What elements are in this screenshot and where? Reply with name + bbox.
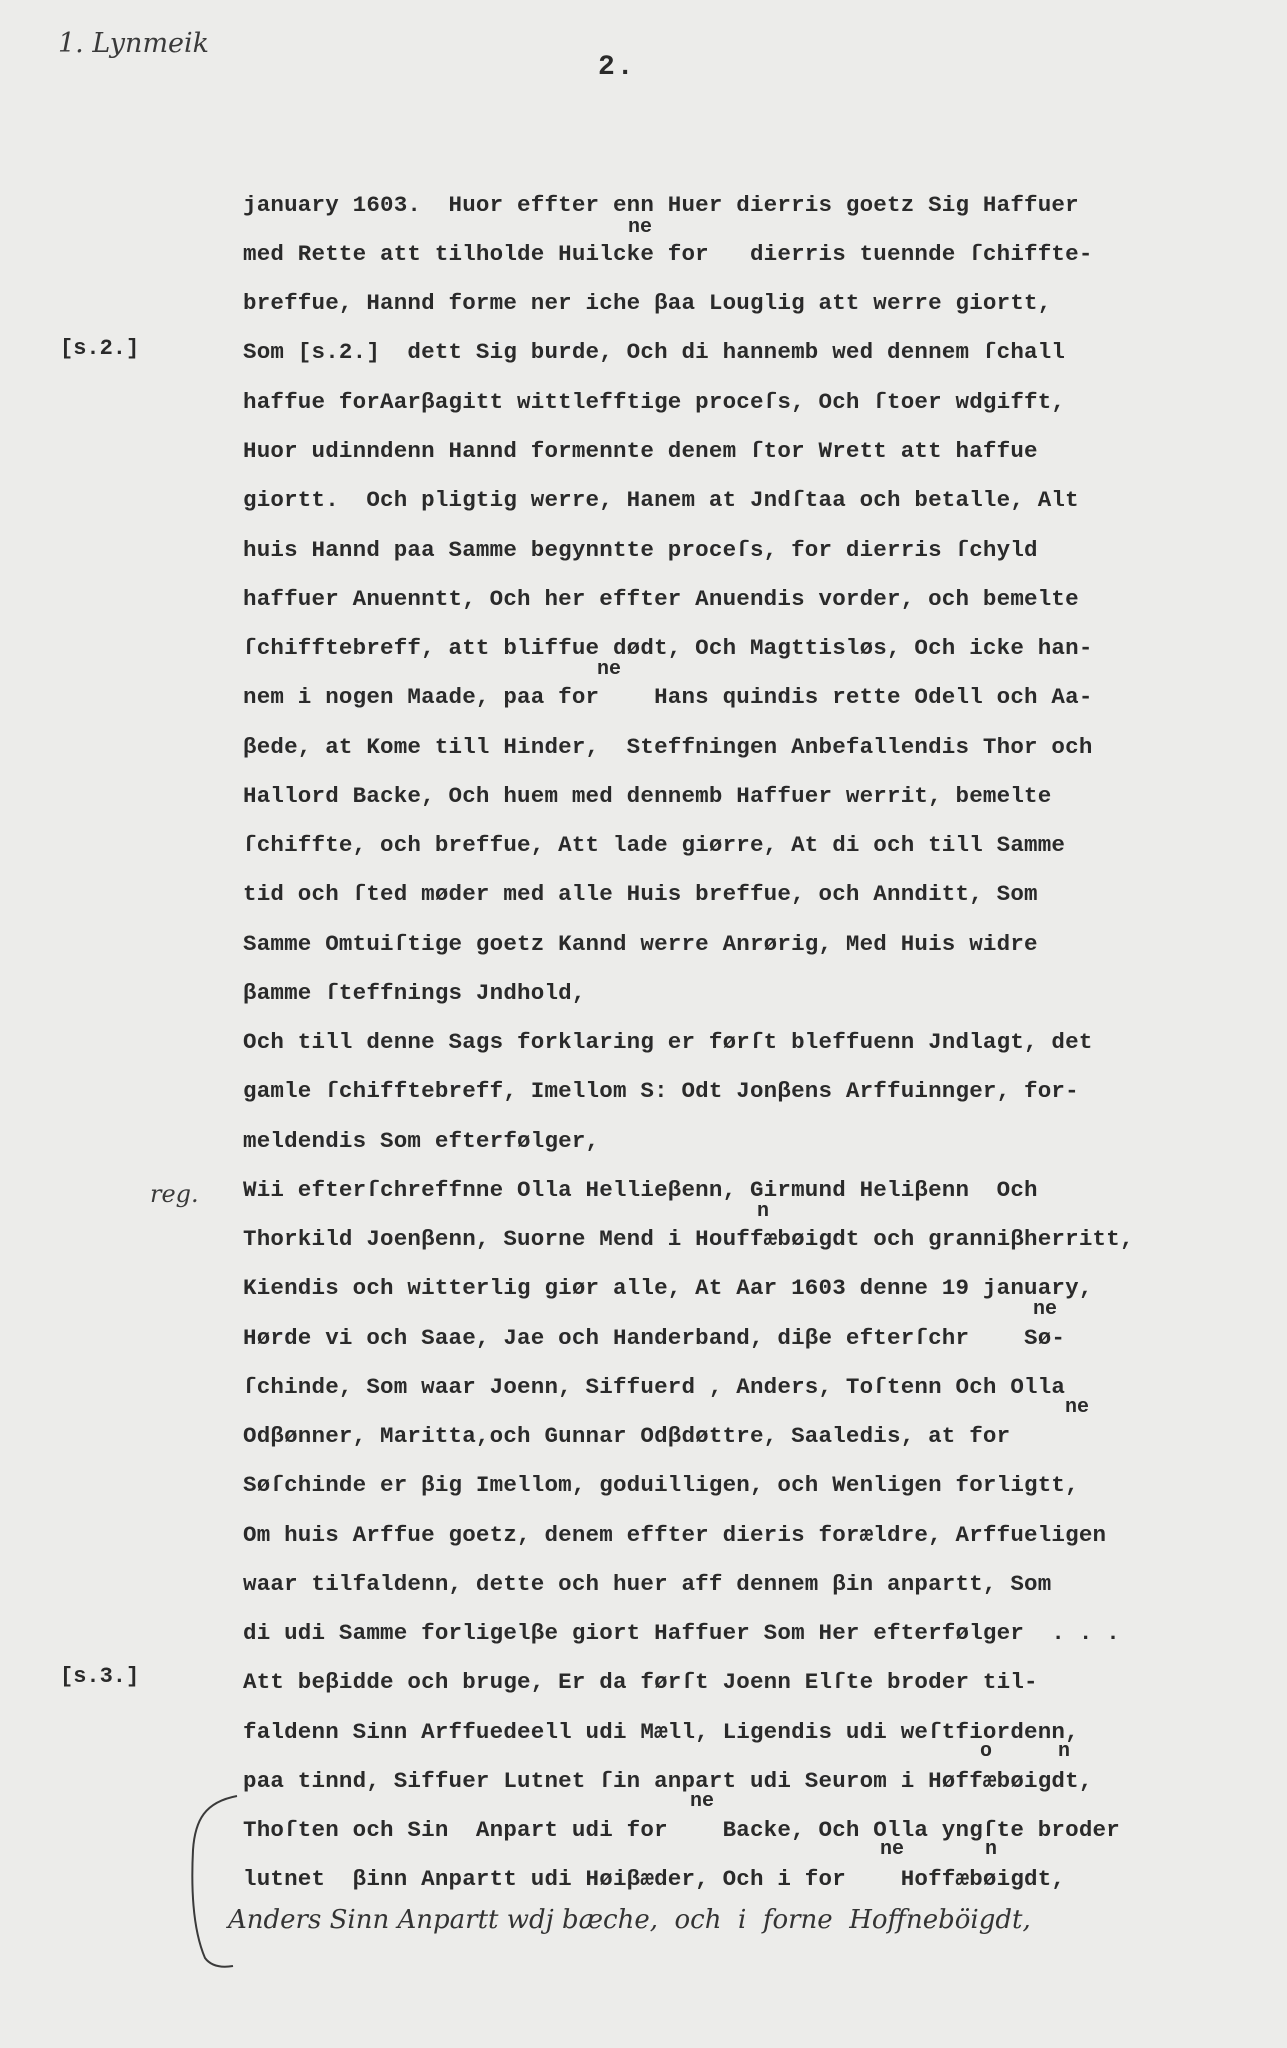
- text-line: ſchifftebreff, att bliffue dødt, Och Magttisløs, Och icke han-: [243, 635, 1093, 661]
- margin-note-s2: [s.2.]: [60, 336, 140, 361]
- text-line: faldenn Sinn Arffuedeell udi Mæll, Ligendis udi weſtfiordenn,: [243, 1719, 1079, 1745]
- text-line: di udi Samme forligelβe giort Haffuer Som Her efterfølger . . .: [243, 1620, 1120, 1646]
- text-line: waar tilfaldenn, dette och huer aff dennem βin anpartt, Som: [243, 1571, 1052, 1597]
- text-line: ſchiffte, och breffue, Att lade giørre, At di och till Samme: [243, 832, 1066, 858]
- text-line: med Rette att tilholde Huilcke for dierris tuennde ſchiffte-: [243, 241, 1093, 267]
- text-line: Hallord Backe, Och huem med dennemb Haffuer werrit, bemelte: [243, 783, 1052, 809]
- text-line: Om huis Arffue goetz, denem effter dieris forældre, Arffueligen: [243, 1522, 1107, 1548]
- margin-note-reg: reg.: [150, 1180, 199, 1208]
- text-line: haffuer Anuenntt, Och her effter Anuendis vorder, och bemelte: [243, 586, 1079, 612]
- text-line: Huor udinndenn Hannd formennte denem ſtor Wrett att haffue: [243, 438, 1038, 464]
- text-line: Søſchinde er βig Imellom, goduilligen, och Wenligen forligtt,: [243, 1472, 1079, 1498]
- text-line: nem i nogen Maade, paa for Hans quindis rette Odell och Aa-: [243, 684, 1093, 710]
- text-line: gamle ſchifftebreff, Imellom S: Odt Jonβens Arffuinnger, for-: [243, 1078, 1079, 1104]
- text-line: Thoſten och Sin Anpart udi for Backe, Och Olla yngſte broder: [243, 1817, 1120, 1843]
- text-line: january 1603. Huor effter enn Huer dierris goetz Sig Haffuer: [243, 192, 1079, 218]
- superscript: n: [1058, 1740, 1071, 1763]
- superscript: ne: [690, 1790, 715, 1813]
- text-line: Samme Omtuiſtige goetz Kannd werre Anrørig, Med Huis widre: [243, 931, 1038, 957]
- text-line: Wii efterſchreffnne Olla Hellieβenn, Girmund Heliβenn Och: [243, 1177, 1038, 1203]
- text-line: haffue forAarβagitt wittlefftige proceſs, Och ſtoer wdgifft,: [243, 389, 1066, 415]
- superscript: ne: [628, 216, 653, 239]
- page-number: 2.: [598, 52, 636, 83]
- text-line: giortt. Och pligtig werre, Hanem at Jndſtaa och betalle, Alt: [243, 487, 1079, 513]
- text-line: meldendis Som efterfølger,: [243, 1128, 600, 1154]
- superscript: ne: [1065, 1396, 1090, 1419]
- text-line: βede, at Kome till Hinder, Steffningen Anbefallendis Thor och: [243, 734, 1093, 760]
- text-line: Och till denne Sags forklaring er førſt bleffuenn Jndlagt, det: [243, 1029, 1093, 1055]
- archive-note: 1. Lynmeik: [58, 28, 210, 59]
- text-line: Hørde vi och Saae, Jae och Handerband, diβe efterſchr Sø-: [243, 1325, 1066, 1351]
- superscript: n: [985, 1838, 998, 1861]
- superscript: ne: [880, 1838, 905, 1861]
- superscript: n: [757, 1200, 770, 1223]
- superscript: o: [980, 1740, 993, 1763]
- text-line: βamme ſteffnings Jndhold,: [243, 980, 586, 1006]
- handwritten-bracket: [175, 1790, 245, 1970]
- text-line: lutnet βinn Anpartt udi Høiβæder, Och i for Hoffæbøigdt,: [243, 1866, 1066, 1892]
- handwritten-addition: Anders Sinn Anpartt wdj bæche, och i forne Hoffneböigdt,: [228, 1905, 1031, 1935]
- superscript: ne: [1033, 1298, 1058, 1321]
- text-line: Thorkild Joenβenn, Suorne Mend i Houffæbøigdt och granniβherritt,: [243, 1226, 1134, 1252]
- text-line: Att beβidde och bruge, Er da førſt Joenn Elſte broder til-: [243, 1669, 1038, 1695]
- text-line: Odβønner, Maritta,och Gunnar Odβdøttre, Saaledis, at for: [243, 1423, 1038, 1449]
- text-line: Kiendis och witterlig giør alle, At Aar 1603 denne 19 january,: [243, 1275, 1093, 1301]
- text-line: paa tinnd, Siffuer Lutnet ſin anpart udi Seurom i Høffæbøigdt,: [243, 1768, 1093, 1794]
- text-line: breffue, Hannd forme ner iche βaa Louglig att werre giortt,: [243, 290, 1052, 316]
- text-line: tid och ſted møder med alle Huis breffue, och Annditt, Som: [243, 881, 1038, 907]
- superscript: ne: [597, 658, 622, 681]
- text-line: ſchinde, Som waar Joenn, Siffuerd , Anders, Toſtenn Och Olla: [243, 1374, 1066, 1400]
- text-line: huis Hannd paa Samme begynntte proceſs, for dierris ſchyld: [243, 537, 1038, 563]
- margin-note-s3: [s.3.]: [60, 1664, 140, 1689]
- text-line: Som [s.2.] dett Sig burde, Och di hannemb wed dennem ſchall: [243, 339, 1066, 365]
